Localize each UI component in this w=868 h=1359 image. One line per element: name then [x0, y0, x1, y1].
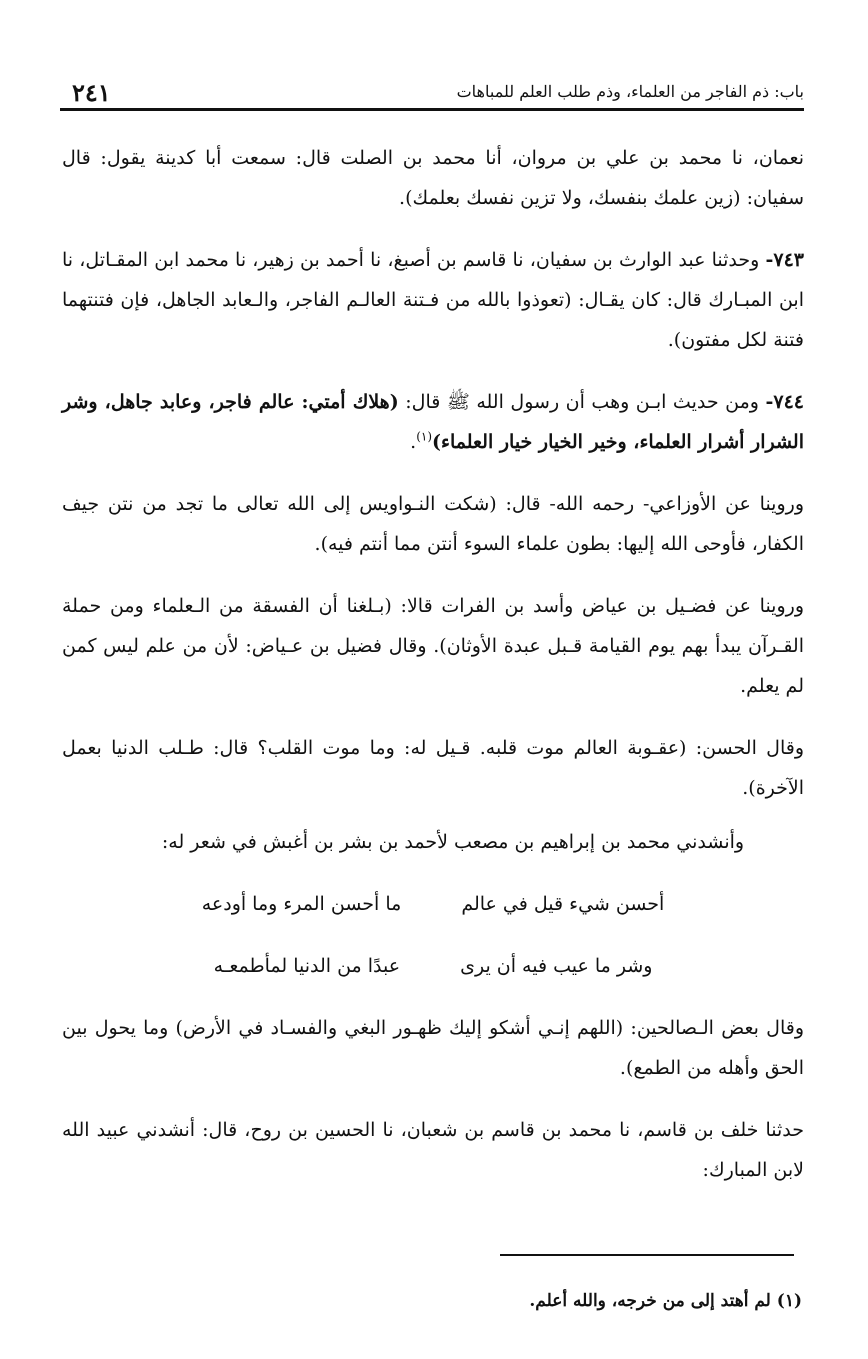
paragraph-text: ومن حديث ابـن وهب أن رسول الله ﷺ قال:: [398, 391, 766, 413]
verse-first-hemistich: وشر ما عيب فيه أن يرى: [460, 955, 653, 977]
hadith-744: [62, 382, 804, 462]
page-number: ٢٤١: [72, 78, 111, 107]
verse-second-hemistich: ما أحسن المرء وما أودعه: [201, 893, 402, 915]
paragraph-text: نعمان، نا محمد بن علي بن مروان، أنا محمد بن الصلت قال: سمعت أبا كدينة يقول: قال سفيان: (زين علمك بنفسك، ولا تزين نفسك بعلمك).: [62, 147, 804, 209]
hadith-quote: (هلاك أمتي: عالم فاجر، وعابد جاهل، وشر الشرار أشرار العلماء، وخير الخيار خيار العلماء): [62, 391, 804, 453]
hadith-number: ٧٤٤-: [765, 391, 804, 413]
paragraph-text: حدثنا خلف بن قاسم، نا محمد بن قاسم بن شعبان، نا الحسين بن روح، قال: أنشدني عبيد الله لابن المبارك:: [62, 1119, 804, 1181]
footnote-rule: [500, 1254, 794, 1256]
paragraph-text: وحدثنا عبد الوارث بن سفيان، نا قاسم بن أصبغ، نا أحمد بن زهير، نا محمد ابن المقـاتل، نا ابن المبـارك قال: كان يقـال: (تعوذوا بالله من فـتنة العالـم الفاجر، والـعابد الجاهل، فإن فتنتهما فتنة لكل مفتون).: [62, 249, 804, 351]
footnote-text: (١) لم أهتد إلى من خرجه، والله أعلم.: [529, 1291, 802, 1311]
header-rule: [60, 108, 804, 111]
fudayl-report: [62, 586, 804, 706]
paragraph-end: .: [410, 431, 417, 453]
footnote-reference[interactable]: (١): [416, 429, 433, 444]
paragraph-text: وروينا عن فضـيل بن عياض وأسد بن الفرات قالا: (بـلغنا أن الفسقة من الـعلماء ومن حملة القـرآن يبدأ بهم يوم القيامة قـبل عبدة الأوثان). وقال فضيل بن عـياض: لأن من علم ليس كمن لم يعلم.: [62, 595, 804, 697]
poem-verse: [62, 946, 804, 986]
hadith-743: [62, 240, 804, 360]
paragraph-text: وقال بعض الـصالحين: (اللهم إنـي أشكو إليك ظهـور البغي والفسـاد في الأرض) وما يحول بين الحق وأهله من الطمع).: [62, 1017, 804, 1079]
hadith-number: ٧٤٣-: [765, 249, 804, 271]
paragraph-text: وقال الحسن: (عقـوبة العالم موت قلبه. قـيل له: وما موت القلب؟ قال: طـلب الدنيا بعمل الآخرة).: [62, 737, 804, 799]
awzai-report: [62, 484, 804, 564]
poem-intro-text: وأنشدني محمد بن إبراهيم بن مصعب لأحمد بن بشر بن أغبش في شعر له:: [161, 831, 745, 853]
hasan-report: [62, 728, 804, 808]
verse-first-hemistich: أحسن شيء قيل في عالم: [461, 893, 665, 915]
salihin-report: [62, 1008, 804, 1088]
paragraph-text: وروينا عن الأوزاعي- رحمه الله- قال: (شكت النـواويس إلى الله تعالى ما تجد من نتن جيف الكفار، فأوحى الله إليها: بطون علماء السوء أنتن مما أنتم فيه).: [62, 493, 804, 555]
chapter-title: باب: ذم الفاجر من العلماء، وذم طلب العلم للمباهات: [456, 82, 804, 101]
footnote: [62, 1286, 802, 1316]
paragraph-continuation: [62, 138, 804, 218]
page-header: [60, 80, 804, 110]
poem-intro: [62, 822, 804, 862]
poem-verse: [62, 884, 804, 924]
khalaf-report: [62, 1110, 804, 1190]
main-text: [62, 138, 804, 1212]
verse-second-hemistich: عبدًا من الدنيا لمأطمعـه: [213, 955, 401, 977]
